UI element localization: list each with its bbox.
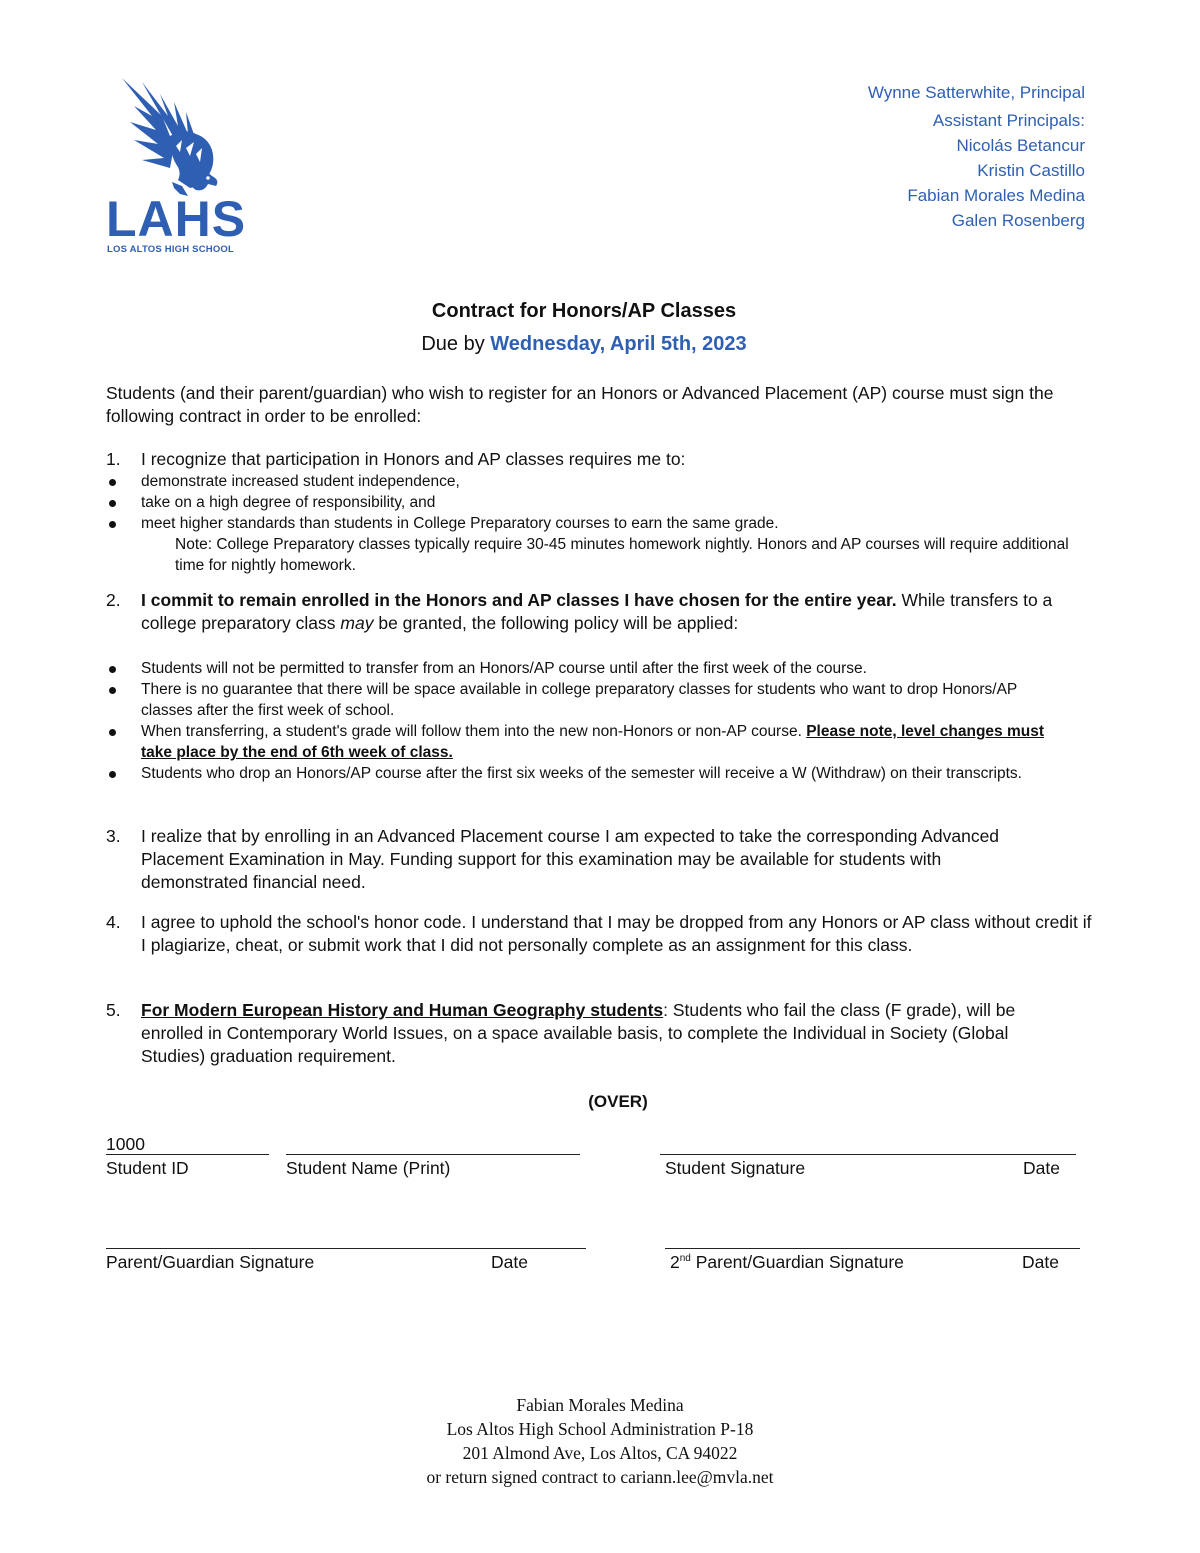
item-5-text: : Students who fail the class (F grade), will be enrolled in Contemporary World Issues, on a space available basis, to complete the Individual in Society (Global Studies) graduation requirement. — [141, 1000, 1016, 1066]
footer-address: 201 Almond Ave, Los Altos, CA 94022 — [462, 1443, 738, 1463]
item-1-bullets — [71, 471, 1101, 534]
eagle-icon — [112, 76, 232, 198]
return-address — [0, 1393, 1200, 1489]
student-name-label: Student Name (Print) — [286, 1158, 451, 1178]
assistant-principals-heading: Assistant Principals: — [932, 111, 1085, 130]
parent-signature-label: Parent/Guardian Signature — [106, 1252, 315, 1272]
item-1-note: Note: College Preparatory classes typically require 30-45 minutes homework nightly. Honors and AP courses will require additional time for nightly homework. — [175, 536, 1069, 574]
level-change-deadline: Please note, level changes must take place by the end of 6th week of class. — [141, 723, 1044, 761]
date-label: Date — [1022, 1252, 1059, 1272]
student-id-label: Student ID — [106, 1158, 189, 1178]
student-signature-label: Student Signature — [665, 1158, 806, 1178]
list-item — [71, 721, 1046, 763]
ordinal-suffix: nd — [679, 1253, 691, 1265]
list-item: demonstrate increased student independence, — [71, 471, 1101, 492]
principal-name: Wynne Satterwhite, Principal — [867, 83, 1085, 102]
contract-item-3: I realize that by enrolling in an Advanced Placement course I am expected to take the corresponding Advanced Placement Examination in May. Funding support for this examination may be available for students with demonstrated financial need. — [141, 826, 1000, 892]
student-name-line[interactable] — [286, 1154, 580, 1155]
footer-contact-name: Fabian Morales Medina — [516, 1395, 684, 1415]
student-id-line[interactable] — [106, 1154, 269, 1155]
due-date: Wednesday, April 5th, 2023 — [490, 333, 747, 355]
date-label: Date — [1023, 1158, 1060, 1178]
assistant-principal: Fabian Morales Medina — [907, 186, 1085, 205]
contract-item-1 — [141, 448, 1101, 576]
second-parent-signature-line[interactable] — [665, 1248, 1080, 1249]
item-number: 4. — [106, 912, 121, 932]
item-2-text: While transfers to a college preparatory class — [141, 590, 1053, 633]
second-parent-text: Parent/Guardian Signature — [690, 1252, 904, 1272]
item-2-policy-bullets — [71, 658, 1046, 784]
contract-item-5 — [141, 999, 1071, 1068]
school-logo — [104, 76, 264, 258]
intro-paragraph: Students (and their parent/guardian) who wish to register for an Honors or Advanced Placement (AP) course must sign the following contract in order to be enrolled: — [106, 383, 1054, 426]
logo-subtitle: LOS ALTOS HIGH SCHOOL — [107, 244, 234, 255]
ordinal-number: 2 — [670, 1252, 680, 1272]
footer-email-line: or return signed contract to cariann.lee@mvla.net — [426, 1467, 774, 1487]
page-title: Contract for Honors/AP Classes — [431, 300, 737, 322]
item-2-commitment: I commit to remain enrolled in the Honors and AP classes I have chosen for the entire year. — [141, 590, 897, 610]
student-id-value[interactable]: 1000 — [106, 1134, 145, 1154]
staff-list — [868, 80, 1085, 233]
item-2-emphasis: may — [340, 613, 374, 633]
list-item: Students who drop an Honors/AP course after the first six weeks of the semester will receive a W (Withdraw) on their transcripts. — [71, 763, 1046, 784]
assistant-principal: Kristin Castillo — [977, 161, 1085, 180]
assistant-principal: Galen Rosenberg — [951, 211, 1085, 230]
over-indicator: (OVER) — [588, 1092, 648, 1111]
parent-signature-line[interactable] — [106, 1248, 586, 1249]
item-1-text: I recognize that participation in Honors and AP classes requires me to: — [141, 449, 686, 469]
policy-text: When transferring, a student's grade will follow them into the new non-Honors or non-AP course. — [141, 723, 807, 740]
assistant-principal: Nicolás Betancur — [956, 136, 1085, 155]
contract-item-2 — [141, 589, 1101, 635]
item-number: 5. — [106, 1000, 121, 1020]
footer-office: Los Altos High School Administration P-18 — [446, 1419, 754, 1439]
item-number: 3. — [106, 826, 121, 846]
item-number: 2. — [106, 590, 121, 610]
second-parent-signature-label — [670, 1252, 904, 1273]
item-number: 1. — [106, 449, 121, 469]
item-2-text: be granted, the following policy will be applied: — [373, 613, 739, 633]
list-item: meet higher standards than students in College Preparatory courses to earn the same grade. — [71, 513, 1101, 534]
due-prefix: Due by — [421, 333, 491, 355]
student-signature-line[interactable] — [660, 1154, 1076, 1155]
list-item: take on a high degree of responsibility, and — [71, 492, 1101, 513]
contract-item-4: I agree to uphold the school's honor code. I understand that I may be dropped from any Honors or AP class without credit if I plagiarize, cheat, or submit work that I did not personally complete as an assignment for this class. — [141, 912, 1092, 955]
logo-wordmark: LAHS — [106, 191, 247, 247]
due-date-line — [0, 333, 1168, 356]
list-item: Students will not be permitted to transfer from an Honors/AP course until after the first week of the course. — [71, 658, 1046, 679]
date-label: Date — [491, 1252, 528, 1272]
list-item: There is no guarantee that there will be space available in college preparatory classes for students who want to drop Honors/AP classes after the first week of school. — [71, 679, 1046, 721]
item-5-audience: For Modern European History and Human Geography students — [141, 1000, 664, 1020]
